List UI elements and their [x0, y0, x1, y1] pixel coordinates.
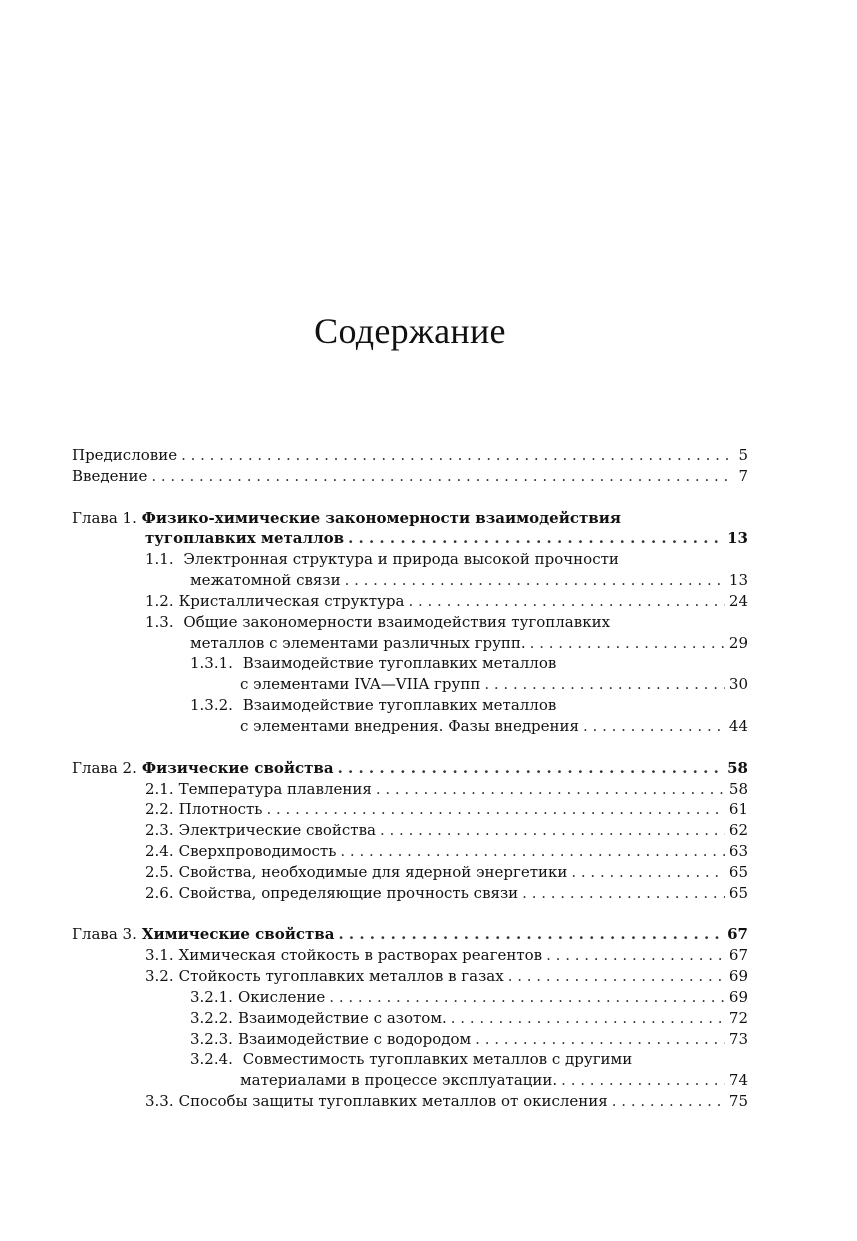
toc-page-number: 65	[728, 862, 748, 881]
section-number: 3.2.	[145, 967, 174, 986]
toc-page-number: 30	[728, 675, 748, 694]
toc-page-number: 73	[728, 1029, 748, 1048]
section-number: 2.4.	[145, 842, 174, 861]
toc-page-number: 58	[727, 758, 748, 777]
toc-section-2-1[interactable]	[72, 779, 748, 800]
dot-leader	[475, 1029, 725, 1050]
toc-page-number: 74	[728, 1071, 748, 1090]
dot-leader	[484, 674, 725, 695]
toc-page-number: 72	[728, 1008, 748, 1027]
dot-leader	[376, 779, 725, 800]
toc-chapter-2-heading[interactable]	[72, 758, 748, 779]
section-title: Химическая стойкость в растворах реагентов	[178, 946, 543, 965]
toc-section-1-3-cont[interactable]	[72, 633, 748, 654]
subsection-number: 3.2.1.	[190, 987, 233, 1006]
dot-leader	[338, 758, 724, 779]
subsection-number: 3.2.2.	[190, 1008, 233, 1027]
toc-subsection-3-2-4-cont[interactable]	[72, 1070, 748, 1091]
chapter-prefix: Глава 2.	[72, 758, 137, 777]
dot-leader	[338, 924, 723, 945]
page-title: Содержание	[314, 311, 506, 351]
toc-entry-label: Предисловие	[72, 446, 178, 464]
toc-subsection-1-3-1[interactable]	[72, 653, 748, 674]
subsection-number: 3.2.3.	[190, 1029, 233, 1048]
section-title-line-2: межатомной связи	[190, 571, 341, 590]
section-number: 3.1.	[145, 946, 174, 965]
toc-section-2-4[interactable]	[72, 841, 748, 862]
section-title: Плотность	[178, 800, 263, 819]
subsection-title: Взаимодействие с водородом	[237, 1029, 472, 1048]
dot-leader	[571, 862, 725, 883]
toc-page-number: 5	[738, 446, 748, 464]
section-number: 1.3.	[145, 612, 174, 631]
toc-subsection-1-3-1-cont[interactable]	[72, 674, 748, 695]
section-title-line-2: металлов с элементами различных групп.	[190, 633, 526, 652]
section-title-line-1: Общие закономерности взаимодействия тугоплавких	[183, 612, 611, 631]
dot-leader	[181, 445, 730, 466]
section-title: Свойства, определяющие прочность связи	[178, 883, 519, 902]
section-title: Свойства, необходимые для ядерной энергетики	[178, 862, 568, 881]
dot-leader	[561, 1070, 725, 1091]
dot-leader	[345, 570, 725, 591]
toc-page-number: 13	[728, 571, 748, 590]
chapter-title-line-1: Физико-химические закономерности взаимодействия	[141, 508, 621, 527]
toc-page-number: 7	[738, 466, 748, 485]
section-title: Способы защиты тугоплавких металлов от окисления	[178, 1092, 608, 1111]
toc-page-number: 44	[728, 716, 748, 735]
dot-leader	[508, 966, 725, 987]
subsection-title-line-2: материалами в процессе эксплуатации.	[240, 1071, 558, 1090]
section-number: 2.5.	[145, 862, 174, 881]
section-title-line-1: Электронная структура и природа высокой прочности	[183, 550, 619, 569]
dot-leader	[151, 466, 730, 487]
section-number: 2.2.	[145, 800, 174, 819]
toc-subsection-1-3-2-cont[interactable]	[72, 716, 748, 737]
toc-page-number: 61	[728, 800, 748, 819]
toc-section-2-6[interactable]	[72, 883, 748, 904]
toc-subsection-1-3-2[interactable]	[72, 695, 748, 716]
chapter-title: Физические свойства	[141, 758, 334, 777]
dot-leader	[612, 1091, 725, 1112]
section-number: 1.1.	[145, 550, 174, 569]
chapter-title-line-2: тугоплавких металлов	[145, 529, 345, 548]
dot-leader	[329, 987, 725, 1008]
toc-section-1-1-cont[interactable]	[72, 570, 748, 591]
subsection-title-line-2: с элементами внедрения. Фазы внедрения	[240, 716, 579, 735]
dot-leader	[348, 528, 723, 549]
toc-page-number: 58	[728, 779, 748, 798]
section-title: Сверхпроводимость	[178, 842, 337, 861]
section-number: 2.6.	[145, 883, 174, 902]
toc-section-3-2[interactable]	[72, 966, 748, 987]
dot-leader	[451, 1008, 725, 1029]
spacer	[72, 904, 748, 925]
toc-page-number: 62	[728, 821, 748, 840]
toc-section-3-1[interactable]	[72, 945, 748, 966]
toc-section-2-3[interactable]	[72, 820, 748, 841]
section-number: 2.3.	[145, 821, 174, 840]
toc-section-2-2[interactable]	[72, 799, 748, 820]
dot-leader	[546, 945, 725, 966]
chapter-title: Химические свойства	[141, 925, 335, 944]
section-number: 3.3.	[145, 1092, 174, 1111]
toc-chapter-1-heading[interactable]	[72, 508, 748, 529]
toc-section-1-2[interactable]	[72, 591, 748, 612]
section-title: Электрические свойства	[178, 821, 376, 840]
toc-page-number: 13	[727, 529, 748, 548]
toc-page-number: 65	[728, 883, 748, 902]
toc-section-1-3[interactable]	[72, 612, 748, 633]
chapter-prefix: Глава 1.	[72, 508, 137, 527]
section-title: Температура плавления	[178, 779, 372, 798]
subsection-title-line-1: Взаимодействие тугоплавких металлов	[242, 696, 557, 715]
dot-leader	[266, 799, 724, 820]
toc-chapter-1-heading-cont[interactable]	[72, 528, 748, 549]
toc-entry-preface[interactable]	[72, 445, 748, 466]
subsection-title-line-1: Взаимодействие тугоплавких металлов	[242, 654, 557, 673]
toc-entry-label: Введение	[72, 466, 148, 485]
chapter-prefix: Глава 3.	[72, 925, 137, 944]
toc-section-3-3[interactable]	[72, 1091, 748, 1112]
spacer	[72, 737, 748, 758]
dot-leader	[340, 841, 725, 862]
toc-page-number: 69	[728, 987, 748, 1006]
section-title: Стойкость тугоплавких металлов в газах	[178, 967, 504, 986]
table-of-contents	[72, 445, 748, 1112]
toc-page-number: 75	[728, 1092, 748, 1111]
dot-leader	[408, 591, 724, 612]
subsection-title-line-2: с элементами IVA—VIIA групп	[240, 675, 481, 694]
section-number: 1.2.	[145, 591, 174, 610]
toc-entry-intro[interactable]	[72, 466, 748, 487]
dot-leader	[583, 716, 725, 737]
subsection-number: 1.3.2.	[190, 696, 233, 715]
dot-leader	[380, 820, 725, 841]
subsection-title: Взаимодействие с азотом.	[237, 1008, 447, 1027]
dot-leader	[522, 883, 725, 904]
toc-section-1-1[interactable]	[72, 549, 748, 570]
subsection-title-line-1: Совместимость тугоплавких металлов с другими	[242, 1050, 633, 1069]
subsection-number: 1.3.1.	[190, 654, 233, 673]
subsection-title: Окисление	[237, 987, 326, 1006]
toc-page-number: 63	[728, 842, 748, 861]
dot-leader	[530, 633, 725, 654]
toc-subsection-3-2-2[interactable]	[72, 1008, 748, 1029]
toc-page-number: 29	[728, 633, 748, 652]
section-title: Кристаллическая структура	[178, 591, 405, 610]
toc-page-number: 24	[728, 591, 748, 610]
toc-section-2-5[interactable]	[72, 862, 748, 883]
toc-subsection-3-2-4[interactable]	[72, 1049, 748, 1070]
toc-chapter-3-heading[interactable]	[72, 924, 748, 945]
toc-page-number: 67	[727, 925, 748, 944]
toc-page-number: 69	[728, 967, 748, 986]
toc-subsection-3-2-1[interactable]	[72, 987, 748, 1008]
toc-subsection-3-2-3[interactable]	[72, 1029, 748, 1050]
toc-page-number: 67	[728, 946, 748, 965]
section-number: 2.1.	[145, 779, 174, 798]
spacer	[72, 487, 748, 508]
subsection-number: 3.2.4.	[190, 1050, 233, 1069]
